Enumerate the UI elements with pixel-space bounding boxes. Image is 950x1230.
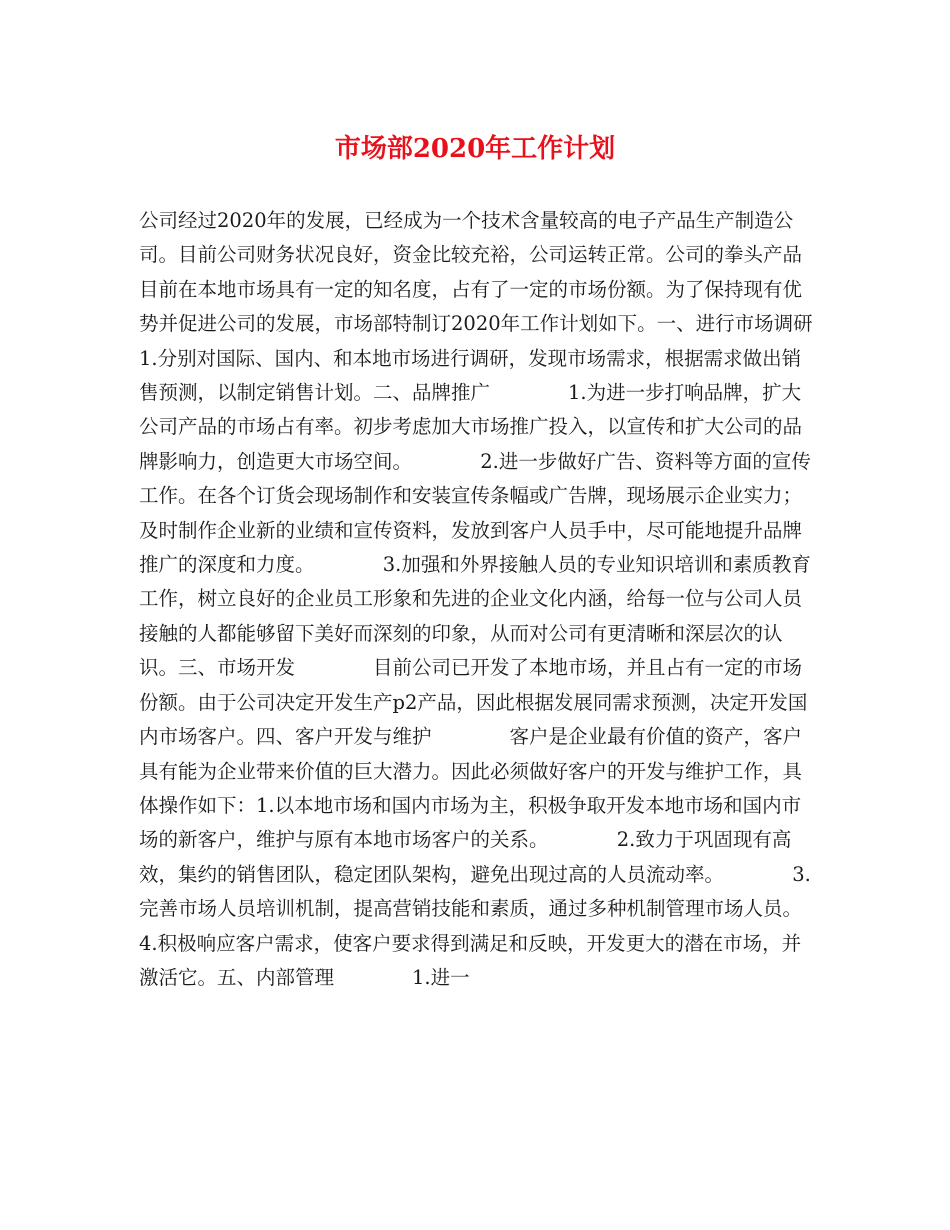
document-body: 公司经过2020年的发展，已经成为一个技术含量较高的电子产品生产制造公司。目前公司财务状况良好，资金比较充裕，公司运转正常。公司的拳头产品目前在本地市场具有一定的知名度，占有了一定的市场份额。为了保持现有优势并促进公司的发展，市场部特制订2020年工作计划如下。一、进行市场调研 1.分别对国际、国内、和本地市场进行调研，发现市场需求，根据需求做出销售预测，以制定销售计划。二、品牌推广 1.为进一步打响品牌，扩大公司产品的市场占有率。初步考虑加大市场推广投入，以宣传和扩大公司的品牌影响力，创造更大市场空间。 2.进一步做好广告、资料等方面的宣传工作。在各个订货会现场制作和安装宣传条幅或广告牌，现场展示企业实力；及时制作企业新的业绩和宣传资料，发放到客户人员手中，尽可能地提升品牌推广的深度和力度。 3.加强和外界接触人员的专业知识培训和素质教育工作，树立良好的企业员工形象和先进的企业文化内涵，给每一位与公司人员接触的人都能够留下美好而深刻的印象，从而对公司有更清晰和深层次的认识。三、市场开发 目前公司已开发了本地市场，并且占有一定的市场份额。由于公司决定开发生产p2产品，因此根据发展同需求预测，决定开发国内市场客户。四、客户开发与维护 客户是企业最有价值的资产，客户具有能为企业带来价值的巨大潜力。因此必须做好客户的开发与维护工作，具体操作如下：1.以本地市场和国内市场为主，积极争取开发本地市场和国内市场的新客户，维护与原有本地市场客户的关系。 2.致力于巩固现有高效，集约的销售团队，稳定团队架构，避免出现过高的人员流动率。 3.完善市场人员培训机制，提高营销技能和素质，通过多种机制管理市场人员。 4.积极响应客户需求，使客户要求得到满足和反映，开发更大的潜在市场，并激活它。五、内部管理 1.进一 — [139, 209, 891, 989]
document-title: 市场部2020年工作计划 — [334, 134, 616, 164]
